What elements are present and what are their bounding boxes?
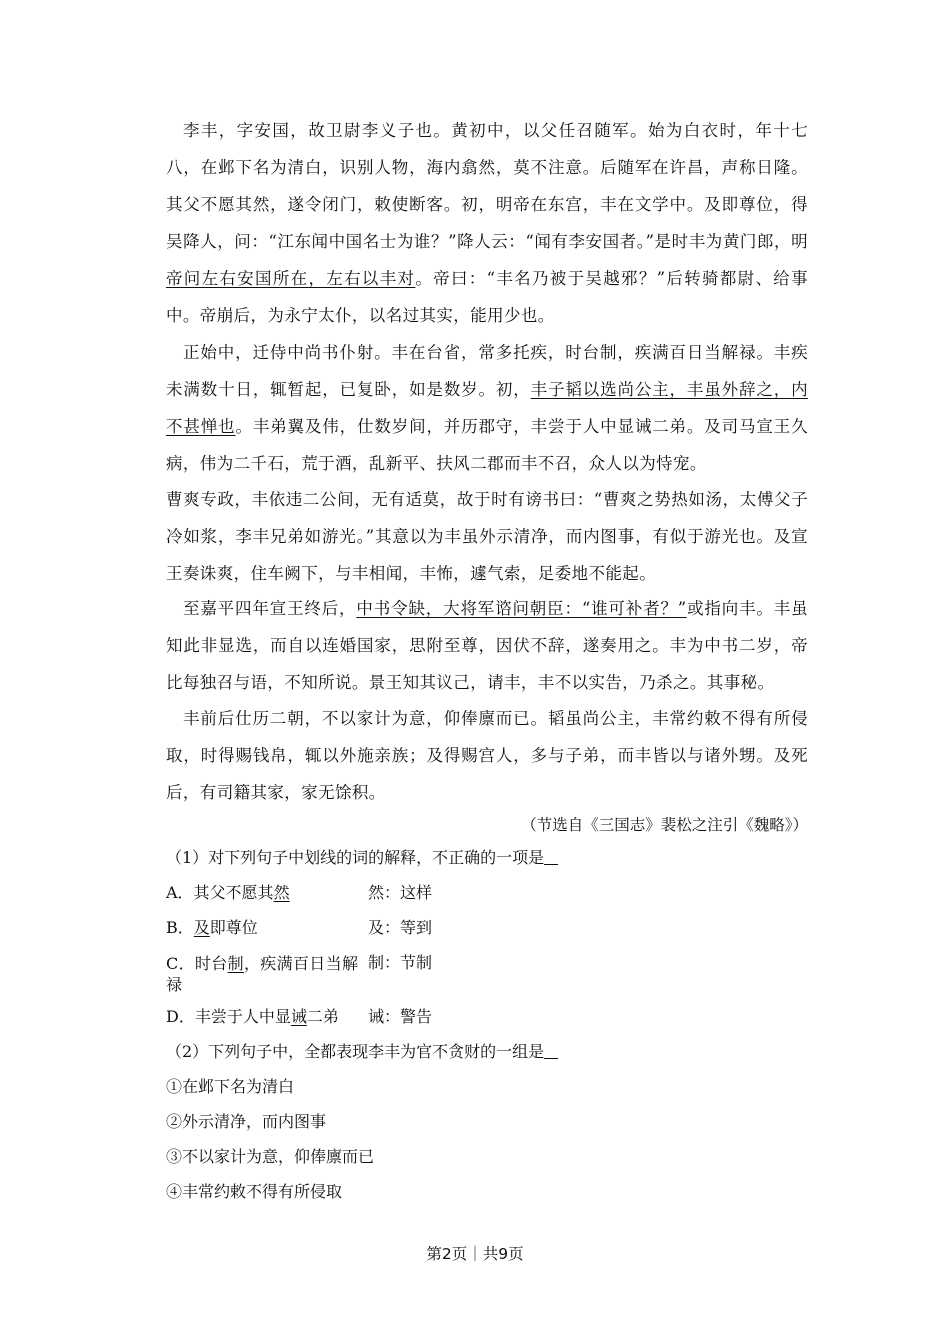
paragraph-text: 正始中，迁侍中尚书仆射。丰在台省，常多托疾，时台制，疾满百日当解禄。丰疾未满数十日，辄暂起，已复卧，如是数岁。初，	[166, 343, 808, 399]
paragraph-text: 。帝曰：“丰名乃被于吴越邪？”后转骑都尉、给事中。帝崩后，为永宁太仆，以名过其实，能用少也。	[166, 269, 808, 325]
passage-paragraph-4	[166, 590, 808, 701]
underlined-sentence: 帝问左右安国所在，左右以丰对	[166, 269, 416, 288]
underlined-sentence: 丰子韬以选尚公主，丰虽外辞之，内不甚惮也	[166, 380, 808, 436]
passage-paragraph-5: 丰前后仕历二朝，不以家计为意，仰俸廪而已。韬虽尚公主，丰常约敕不得有所侵取，时得赐钱帛，辄以外施亲族；及得赐宫人，多与子弟，而丰皆以与诸外甥。及死后，有司籍其家，家无馀积。	[166, 709, 808, 802]
option-d-gloss: 诫：警告	[368, 1007, 433, 1026]
question-2-stem	[166, 1040, 558, 1064]
underlined-word: 诫	[290, 1007, 307, 1026]
answer-blank	[544, 1044, 558, 1059]
paragraph-text: 。丰弟翼及伟，仕数岁间，并历郡守，丰尝于人中显诫二弟。及司马宣王久病，伟为二千石，荒于酒，乱新平、扶风二郡而丰不召，众人以为恃宠。	[166, 417, 809, 473]
passage-paragraph-3: 曹爽专政，丰依违二公间，无有适莫，故于时有谤书曰：“曹爽之势热如汤，太傅父子冷如浆，李丰兄弟如游光。”其意以为丰虽外示清净，而内图事，有似于游光也。及宣王奏诛爽，住车阙下，与丰相闻，丰怖，遽气索，足委地不能起。	[166, 490, 808, 583]
underlined-word: 及	[193, 918, 210, 937]
option-a-gloss: 然：这样	[368, 883, 433, 902]
question-text: （2）下列句子中，全都表现李丰为官不贪财的一组是	[166, 1042, 545, 1061]
page-footer: 第2页｜共9页	[426, 1245, 524, 1263]
source-citation: （节选自《三国志》裴松之注引《魏略》）	[521, 816, 808, 834]
choice-item: ②外示清净，而内图事	[166, 1112, 327, 1131]
underlined-word: 然	[273, 883, 290, 902]
question-text: （1）对下列句子中划线的词的解释，不正确的一项是	[166, 848, 545, 867]
paragraph-text: 或指向丰。丰虽知此非显选，而自以连婚国家，思附至尊，因伏不辞，遂奏用之。丰为中书二岁，帝比每独召与语，不知所说。景王知其议己，请丰，丰不以实告，乃杀之。其事秘。	[166, 599, 808, 692]
underlined-word: 制	[227, 954, 244, 973]
choice-item: ④丰常约敕不得有所侵取	[166, 1182, 343, 1201]
option-b: B．及即尊位	[166, 918, 258, 937]
paragraph-text: 李丰，字安国，故卫尉李义子也。黄初中，以父任召随军。始为白衣时，年十七八，在邺下名为清白，识别人物，海内翕然，莫不注意。后随军在许昌，声称日隆。其父不愿其然，遂令闭门，敕使断客。初，明帝在东宫，丰在文学中。及即尊位，得吴降人，问：“江东闻中国名士为谁？”降人云：“闻有李安国者。”是时丰为黄门郎，明	[166, 121, 808, 251]
option-c-gloss: 制：节制	[368, 953, 433, 972]
question-1-stem	[166, 846, 558, 870]
choice-item: ①在邺下名为清白	[166, 1077, 295, 1096]
option-c: C．时台制，疾满百日当解禄	[166, 954, 358, 994]
passage-paragraph-2	[166, 334, 808, 482]
answer-blank	[544, 850, 558, 865]
option-a: A．其父不愿其然	[166, 883, 290, 902]
choice-item: ③不以家计为意，仰俸廪而已	[166, 1147, 375, 1166]
paragraph-text: 至嘉平四年宣王终后，	[183, 599, 357, 618]
option-d: D．丰尝于人中显诫二弟	[166, 1007, 339, 1026]
option-b-gloss: 及：等到	[368, 918, 433, 937]
passage-paragraph-1	[166, 112, 808, 334]
underlined-sentence: 中书令缺，大将军谘问朝臣：“谁可补者？”	[356, 599, 687, 618]
